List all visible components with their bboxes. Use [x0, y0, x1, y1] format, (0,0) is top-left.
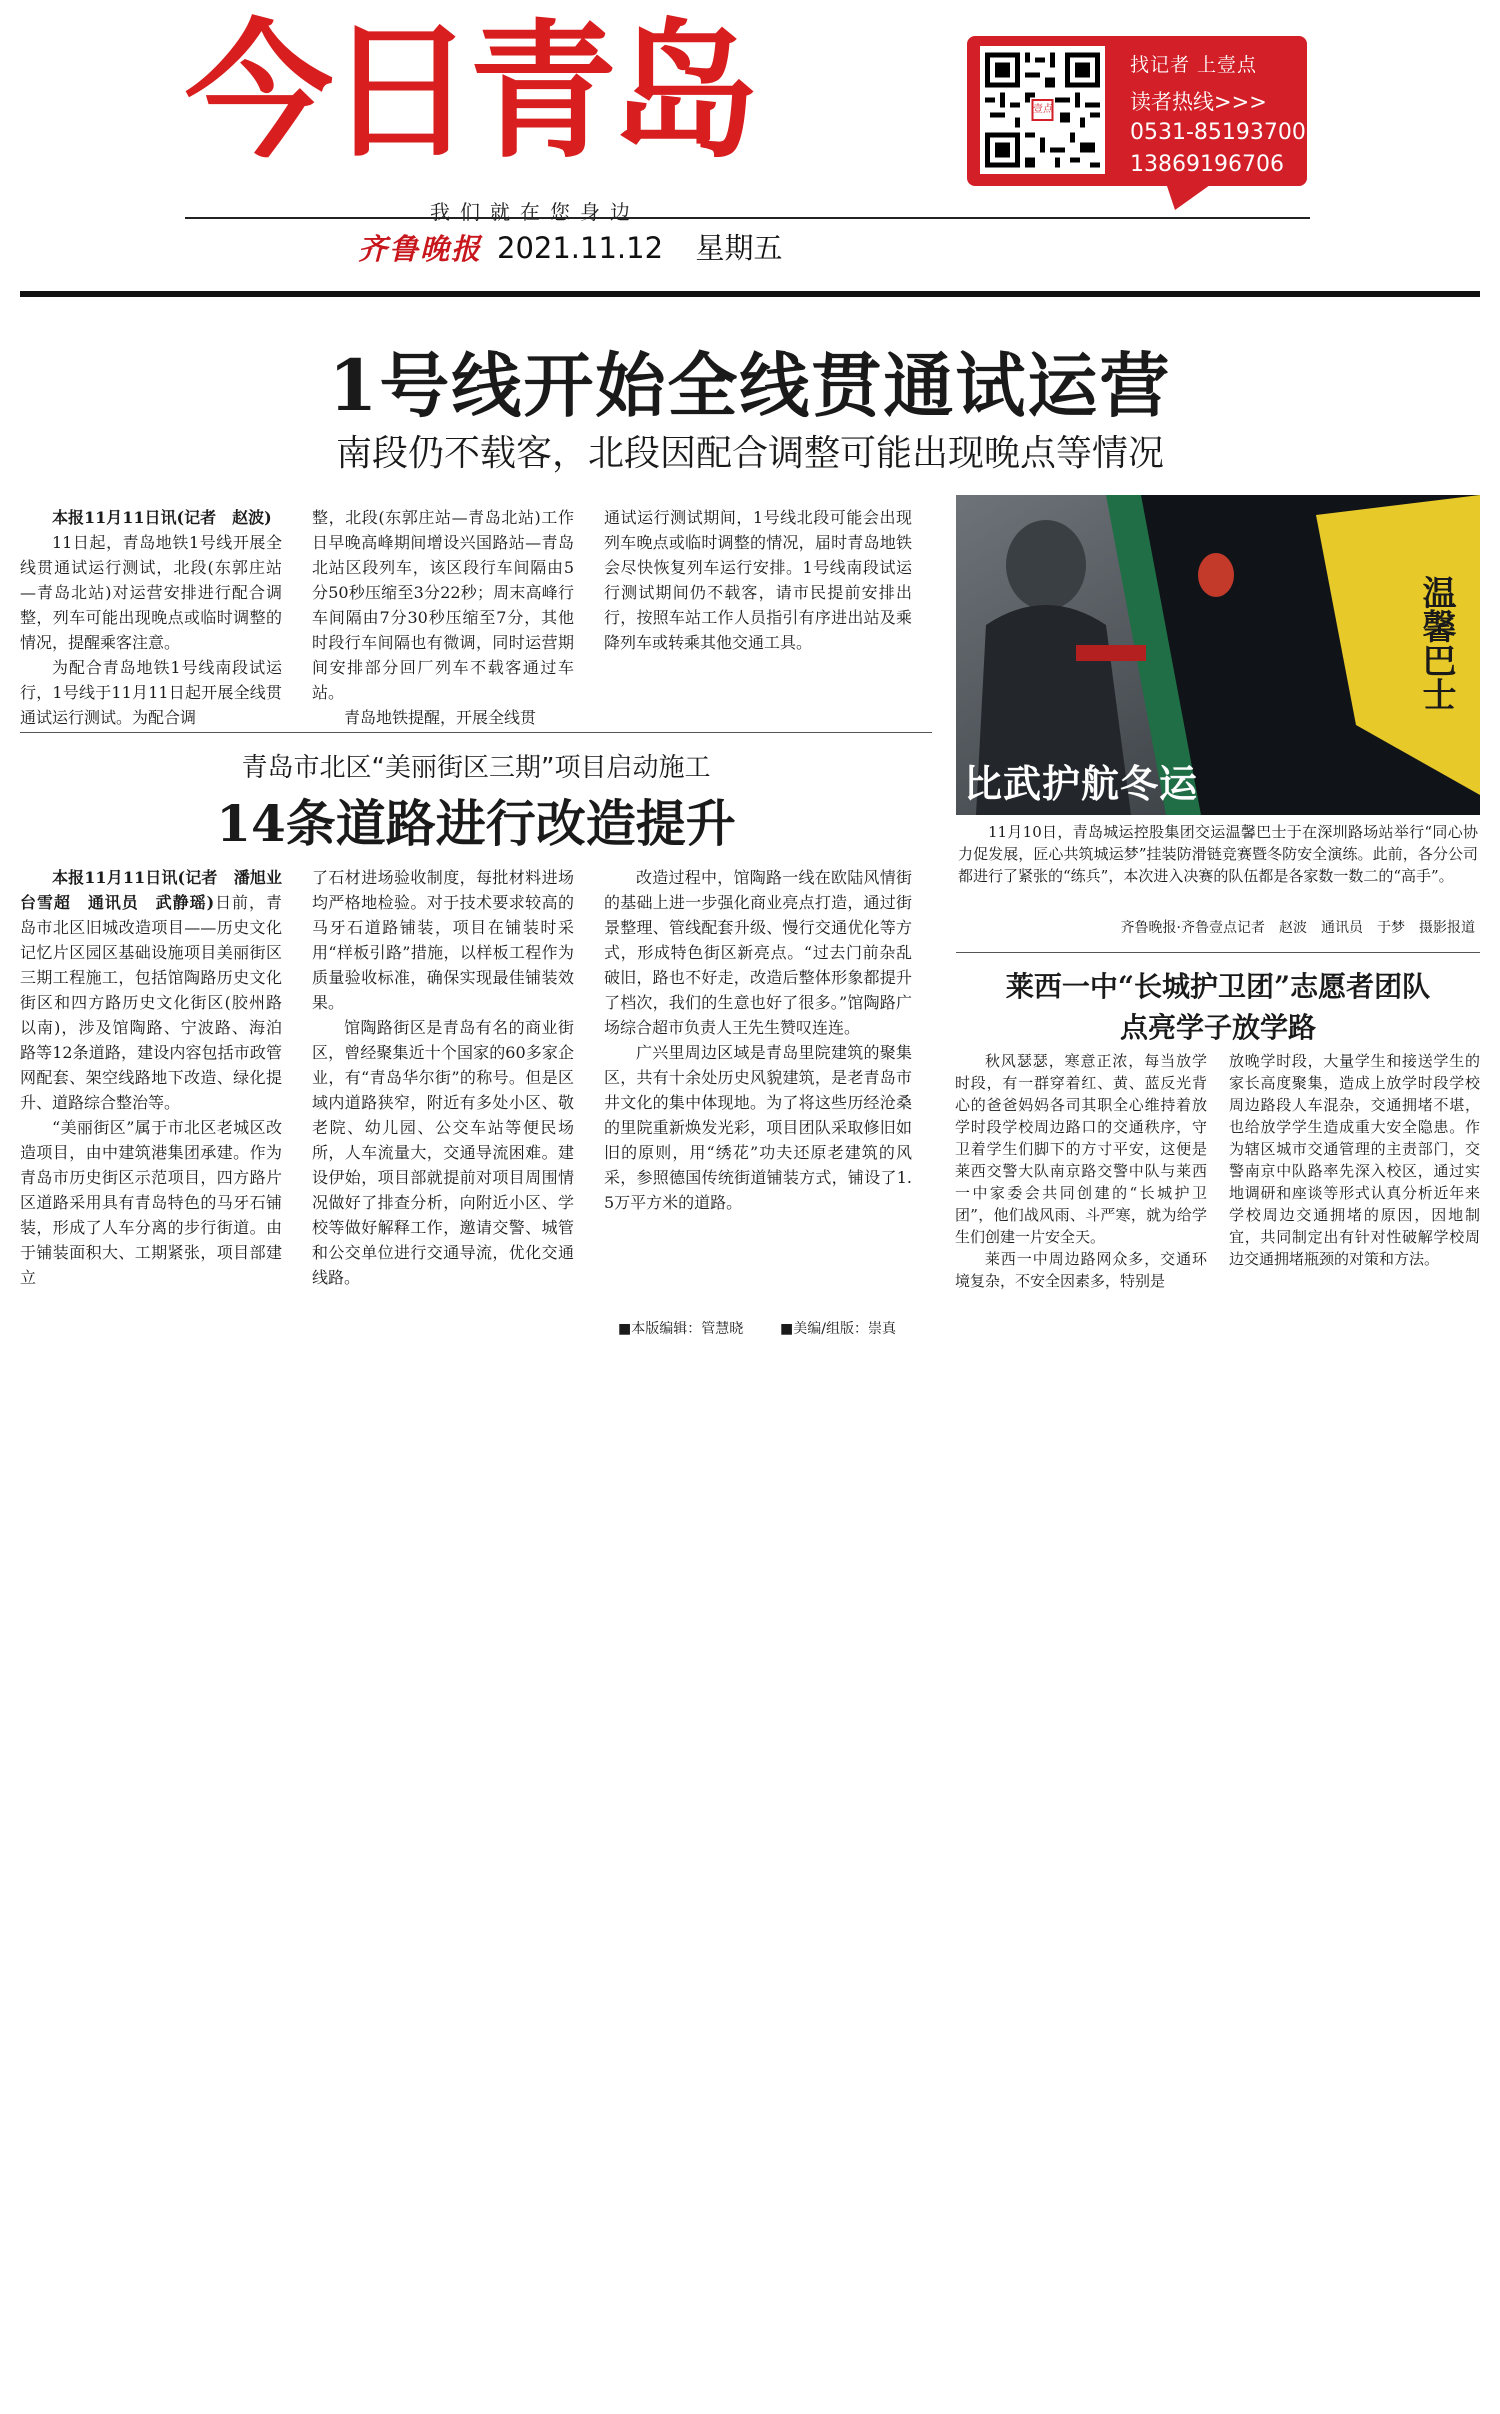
- lead-column-3: [604, 505, 912, 720]
- hotline-label: 读者热线>>>: [1130, 90, 1267, 114]
- lead-subheadline: 南段仍不载客，北段因配合调整可能出现晚点等情况: [335, 433, 1164, 474]
- third-headline-1: 莱西一中“长城护卫团”志愿者团队: [1005, 970, 1431, 1003]
- photo-caption: [958, 821, 1478, 911]
- lead-paragraph-1: 11日起，青岛地铁1号线开展全线贯通试运行测试，北段(东郭庄站—青岛北站)对运营安排进行配合调整，列车可能出现晚点或临时调整的情况，提醒乘客注意。: [20, 533, 282, 652]
- bus-banner-text: 温馨巴士: [1416, 575, 1456, 711]
- issue-date-value: 2021.11.12: [497, 231, 664, 265]
- third-column-1: [955, 1050, 1207, 1290]
- designer-credit: ■美编/组版：崇真: [780, 1321, 896, 1337]
- section-rule-1: [20, 732, 932, 733]
- lead-paragraph-2: 为配合青岛地铁1号线南段试运行，1号线于11月11日起开展全线贯通试运行测试。为配合调: [20, 658, 282, 727]
- masthead-rule: [185, 217, 1310, 219]
- lead-paragraph-5: 通试运行测试期间，1号线北段可能会出现列车晚点或临时调整的情况，届时青岛地铁会尽快恢复列车运行安排。1号线南段试运行测试期间仍不载客，请市民提前安排出行，按照车站工作人员指引有序进出站及乘降列车或转乘其他交通工具。: [604, 508, 912, 652]
- second-column-1: [20, 865, 299, 1287]
- news-photo: [956, 495, 1480, 815]
- paper-logo: 齐鲁晚报: [358, 232, 483, 266]
- lead-headline: 1号线开始全线贯通试运营: [328, 344, 1172, 427]
- issue-date: [497, 226, 783, 267]
- hotline-title: 找记者 上壹点: [1130, 54, 1258, 76]
- lead-paragraph-4: 青岛地铁提醒，开展全线贯: [344, 708, 537, 727]
- second-headline: 14条道路进行改造提升: [216, 794, 736, 853]
- third-paragraph-3: 放晚学时段，大量学生和接送学生的家长高度聚集，造成上放学时段学校周边路段人车混杂，交通拥堵不堪，也给放学学生造成重大安全隐患。作为辖区城市交通管理的主责部门，交警南京中队路率先深入校区，通过实地调研和座谈等形式认真分析近年来学校周边交通拥堵的原因，因地制宜，共同制定出有针对性破解学校周边交通拥堵瓶颈的对策和方法。: [1229, 1052, 1480, 1268]
- photo-caption-text: 11月10日，青岛城运控股集团交运温馨巴士于在深圳路场站举行“同心协力促发展，匠心共筑城运梦”挂装防滑链竞赛暨冬防安全演练。此前，各分公司都进行了紧张的“练兵”，本次进入决赛的队伍都是各家数一数二的“高手”。: [958, 823, 1478, 885]
- third-paragraph-2: 莱西一中周边路网众多，交通环境复杂，不安全因素多，特别是: [955, 1250, 1207, 1290]
- hotline-phone-1[interactable]: 0531-85193700: [1130, 120, 1306, 145]
- second-paragraph-5: 改造过程中，馆陶路一线在欧陆风情街的基础上进一步强化商业亮点打造，通过街景整理、管线配套升级、慢行交通优化等方式，形成特色街区新亮点。“过去门前杂乱破旧，路也不好走，改造后整体形象都提升了档次，我们的生意也好了很多。”馆陶路广场综合超市负责人王先生赞叹连连。: [604, 868, 912, 1037]
- masthead-thick-rule: [20, 291, 1480, 297]
- masthead-slogan: 我们就在您身边: [430, 200, 640, 224]
- third-paragraph-1: 秋风瑟瑟，寒意正浓，每当放学时段，有一群穿着红、黄、蓝反光背心的爸爸妈妈各司其职全心维持着放学时段学校周边路口的交通秩序，守卫着学生们脚下的方寸平安，这便是莱西交警大队南京路交警中队与莱西一中家委会共同创建的“长城护卫团”，他们战风雨、斗严寒，就为给学生们创建一片安全天。: [955, 1052, 1207, 1246]
- lead-paragraph-3: 整，北段(东郭庄站—青岛北站)工作日早晚高峰期间增设兴国路站—青岛北站区段列车，该区段行车间隔由5分50秒压缩至3分22秒；周末高峰行车间隔由7分30秒压缩至7分，其他时段行车间隔也有微调，同时运营期间安排部分回厂列车不载客通过车站。: [312, 508, 574, 702]
- third-column-2: [1229, 1050, 1480, 1290]
- second-kicker: 青岛市北区“美丽街区三期”项目启动施工: [241, 753, 711, 783]
- third-headline-2: 点亮学子放学路: [1119, 1011, 1316, 1044]
- lead-column-1: [20, 505, 282, 727]
- lead-byline: 本报11月11日讯(记者 赵波): [52, 508, 272, 527]
- photo-credit: 齐鲁晚报·齐鲁壹点记者 赵波 通讯员 于梦 摄影报道: [1120, 920, 1475, 936]
- second-paragraph-3: 了石材进场验收制度，每批材料进场均严格地检验。对于技术要求较高的马牙石道路铺装，项目在铺装时采用“样板引路”措施，以样板工程作为质量验收标准，确保实现最佳铺装效果。: [312, 868, 574, 1012]
- second-paragraph-6: 广兴里周边区域是青岛里院建筑的聚集区，共有十余处历史风貌建筑，是老青岛市井文化的集中体现地。为了将这些历经沧桑的里院重新焕发光彩，项目团队采取修旧如旧的原则，用“绣花”功夫还原老建筑的风采，参照德国传统街道铺装方式，铺设了1.5万平方米的道路。: [604, 1043, 912, 1212]
- editor-credit: ■本版编辑：管慧晓: [618, 1321, 744, 1337]
- hotline-phone-2[interactable]: 13869196706: [1130, 152, 1284, 177]
- second-paragraph-2: “美丽街区”属于市北区老城区改造项目，由中建筑港集团承建。作为青岛市历史街区示范项目，四方路片区道路采用具有青岛特色的马牙石铺装，形成了人车分离的步行街道。由于铺装面积大、工期紧张，项目部建立: [20, 1118, 282, 1287]
- hotline-box-tail: [1165, 180, 1217, 210]
- second-column-2: [312, 865, 574, 1285]
- qr-code-icon[interactable]: [980, 46, 1105, 174]
- second-column-3: [604, 865, 912, 1285]
- photo-overlay-title: 比武护航冬运: [964, 761, 1199, 806]
- second-paragraph-4: 馆陶路街区是青岛有名的商业街区，曾经聚集近十个国家的60多家企业，有“青岛华尔街”的称号。但是区域内道路狭窄，附近有多处小区、敬老院、幼儿园、公交车站等便民场所，人车流量大，交通导流困难。建设伊始，项目部就提前对项目周围情况做好了排查分析，向附近小区、学校等做好解释工作，邀请交警、城管和公交单位进行交通导流，优化交通线路。: [312, 1018, 574, 1287]
- issue-weekday: 星期五: [695, 231, 783, 265]
- second-byline: 本报11月11日讯(记者 潘旭业 台雪超 通讯员 武静瑶): [20, 868, 299, 912]
- second-paragraph-1: 日前，青岛市北区旧城改造项目——历史文化记忆片区园区基础设施项目美丽街区三期工程施工，包括馆陶路历史文化街区和四方路历史文化街区(胶州路以南)，涉及馆陶路、宁波路、海泊路等12条道路，建设内容包括市政管网配套、架空线路地下改造、绿化提升、道路综合整治等。: [20, 893, 282, 1112]
- lead-column-2: [312, 505, 574, 727]
- section-rule-2: [956, 952, 1480, 953]
- masthead-title: 今日青岛: [185, 6, 753, 178]
- qr-logo-text: 壹点: [1033, 104, 1053, 115]
